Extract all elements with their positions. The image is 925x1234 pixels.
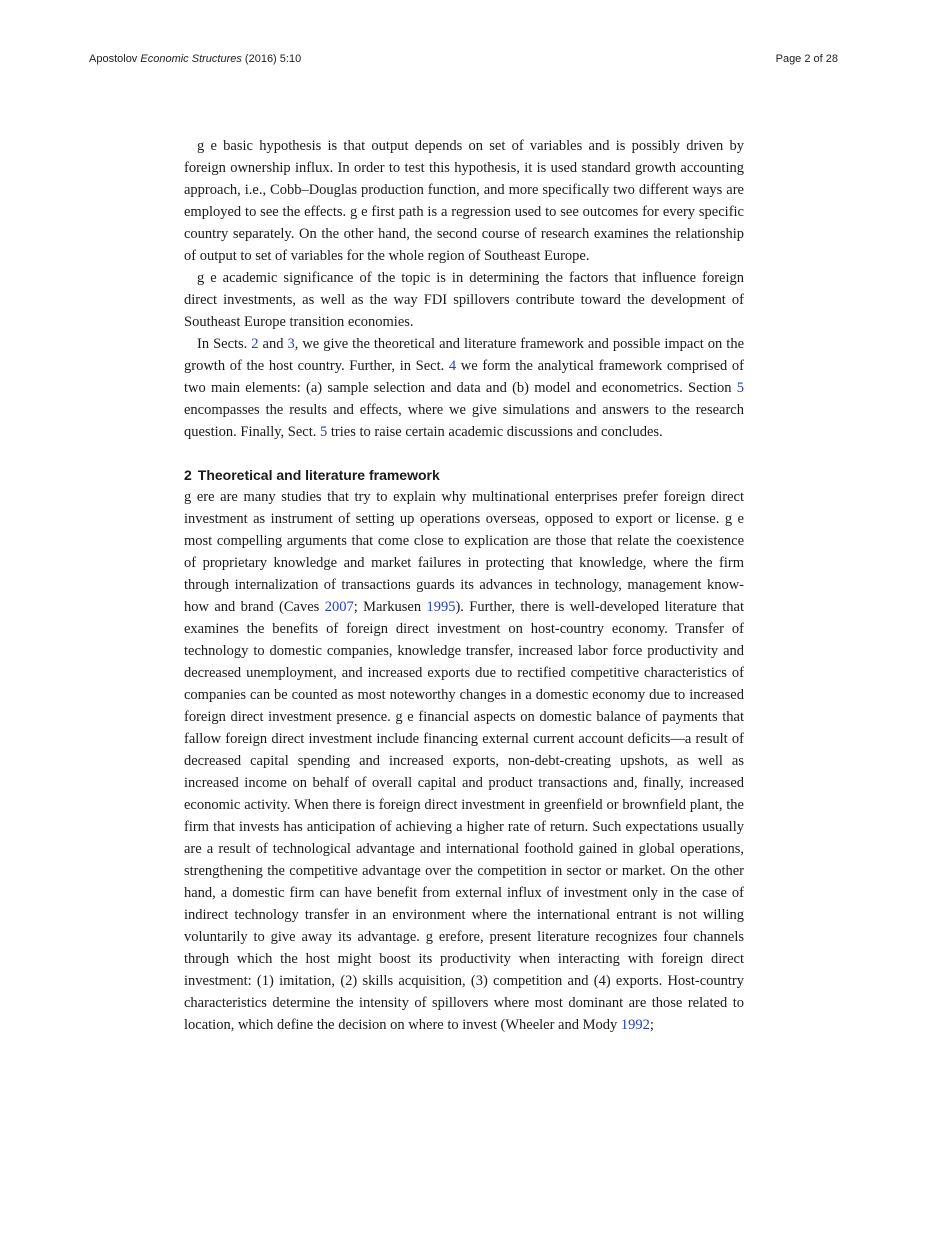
citation-caves-2007[interactable]: 2007 [324,599,354,615]
section-heading [184,464,744,486]
paragraph-hypothesis: g e basic hypothesis is that output depends on set of variables and is possibly driven by foreign ownership influx. In order to test this hypothesis, it is used standard growth accounting approach, i.e., Cobb–Douglas production function, and more specifically two different ways are employed to see the effects. g e first path is a regression used to see outcomes for every specific country separately. On the other hand, the second course of research examines the relationship of output to set of variables for the whole region of Southeast Europe. [184,138,744,264]
section-4-link[interactable]: 4 [448,358,457,374]
section-5-link-2[interactable]: 5 [320,424,328,440]
paragraph-significance: g e academic significance of the topic is in determining the factors that influence foreign direct investments, as well as the way FDI spillovers contribute toward the development of Southeast Europe transition economies. [184,270,744,330]
structure-text-4: we form the analytical framework comprised of two main elements: (a) sample selection and data and (b) model and econometrics. Section [184,358,744,396]
section-3-link[interactable]: 3 [287,336,295,352]
journal-name: Economic Structures [140,53,242,65]
journal-citation: (2016) 5:10 [244,53,302,65]
section-number: 2 [184,467,192,483]
running-head-left [89,53,301,65]
structure-text-3: , we give the theoretical and literature framework and possible impact on the growth of the host country. Further, in Sect. [184,336,745,374]
framework-text-4: ; [649,1017,654,1033]
section-2-link[interactable]: 2 [251,336,259,352]
section-title: Theoretical and literature framework [197,467,440,483]
paragraph-framework [184,486,744,1036]
framework-text-1: g ere are many studies that try to explain why multinational enterprises prefer foreign direct investment as instrument of setting up operations overseas, opposed to export or license. g e most compelling arguments that come close to explication are those that relate the coexistence of proprietary knowledge and market failures in protecting that knowledge, where the firm through internalization of transactions guards its advances in technology, management know-how and brand (Caves [184,489,744,615]
paragraph-structure [184,333,744,443]
structure-text-1: In Sects. [197,336,252,352]
page-number: Page 2 of 28 [775,53,838,65]
running-head [89,53,838,69]
framework-text-2: ; Markusen [353,599,427,615]
structure-text-5: encompasses the results and effects, where we give simulations and answers to the research question. Finally, Sect. [184,402,744,440]
framework-text-3: ). Further, there is well-developed literature that examines the benefits of foreign direct investment on host-country economy. Transfer of technology to domestic companies, knowledge transfer, increased labor force productivity and decreased unemployment, and increased exports due to rectified competitive characteristics of companies can be counted as most noteworthy changes in a domestic economy due to increased foreign direct investment presence. g e financial aspects on domestic balance of payments that fallow foreign direct investment include financing external current account deficits—a result of decreased capital spending and increased exports, non-debt-creating upshots, as well as increased income on behalf of overall capital and product transactions and, finally, increased economic activity. When there is foreign direct investment in greenfield or brownfield plant, the firm that invests has anticipation of achieving a higher rate of return. Such expectations usually are a result of technological advantage and international foothold gained in global operations, strengthening the competitive advantage over the competition in sector or market. On the other hand, a domestic firm can have benefit from external influx of investment only in the case of indirect technology transfer in an environment where the international entrant is not willing voluntarily to give away its advantage. g erefore, present literature recognizes four channels through which the host might boost its productivity when interacting with foreign direct investment: (1) imitation, (2) skills acquisition, (3) competition and (4) exports. Host-country characteristics determine the intensity of spillovers where most dominant are those related to location, which define the decision on where to invest (Wheeler and Mody [184,599,744,1033]
section-5-link[interactable]: 5 [736,380,744,396]
structure-text-6: tries to raise certain academic discussions and concludes. [327,424,663,440]
citation-wheeler-mody-1992[interactable]: 1992 [620,1017,650,1033]
author-name: Apostolov [89,53,138,65]
structure-text-2: and [258,336,288,352]
article-body [184,135,744,1036]
citation-markusen-1995[interactable]: 1995 [426,599,456,615]
